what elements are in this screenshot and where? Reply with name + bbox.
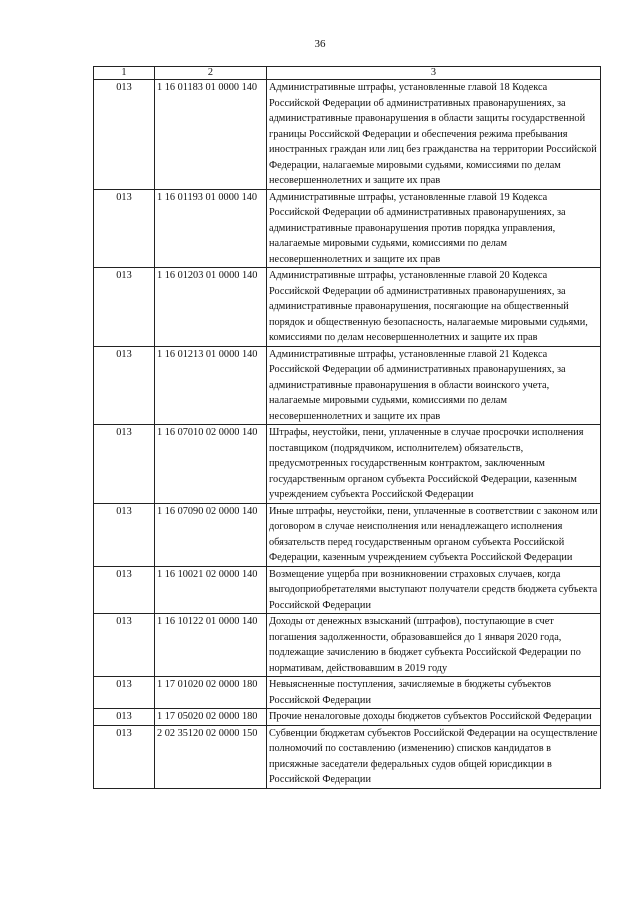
column-header-2: 2 [155,67,267,80]
budget-classification-code-cell: 1 16 01203 01 0000 140 [155,268,267,347]
budget-classification-code-cell: 1 16 01193 01 0000 140 [155,189,267,268]
table-row [94,80,601,190]
admin-code-cell: 013 [94,725,155,788]
revenue-name-cell: Административные штрафы, установленные главой 19 Кодекса Российской Федерации об административных правонарушениях, за административные правонарушения против порядка управления, налагаемые мировыми судьями, комиссиями по делам несовершеннолетних и защите их прав [267,189,601,268]
admin-code-cell: 013 [94,425,155,504]
budget-classification-code-cell: 1 17 05020 02 0000 180 [155,709,267,726]
table-row [94,709,601,726]
revenue-name-cell: Невыясненные поступления, зачисляемые в бюджеты субъектов Российской Федерации [267,677,601,709]
table-row [94,189,601,268]
budget-classification-code-cell: 1 16 07010 02 0000 140 [155,425,267,504]
revenue-name-cell: Доходы от денежных взысканий (штрафов), поступающие в счет погашения задолженности, образовавшейся до 1 января 2020 года, подлежащие зачислению в бюджет субъекта Российской Федерации по нормативам, действовавшим в 2019 году [267,614,601,677]
table-row [94,268,601,347]
admin-code-cell: 013 [94,346,155,425]
budget-classification-code-cell: 1 16 01213 01 0000 140 [155,346,267,425]
revenue-name-cell: Иные штрафы, неустойки, пени, уплаченные в соответствии с законом или договором в случае неисполнения или ненадлежащего исполнения обязательств перед государственным органом субъекта Российской Федерации, казенным учреждением субъекта Российской Федерации [267,503,601,566]
admin-code-cell: 013 [94,268,155,347]
table-body [94,80,601,789]
revenue-name-cell: Штрафы, неустойки, пени, уплаченные в случае просрочки исполнения поставщиком (подрядчиком, исполнителем) обязательств, предусмотренных государственным контрактом, заключенным государственным органом субъекта Российской Федерации, казенным учреждением субъекта Российской Федерации [267,425,601,504]
table-row [94,614,601,677]
column-header-3: 3 [267,67,601,80]
column-header-1: 1 [94,67,155,80]
table-row [94,425,601,504]
revenue-name-cell: Возмещение ущерба при возникновении страховых случаев, когда выгодоприобретателями выступают получатели средств бюджета субъекта Российской Федерации [267,566,601,614]
revenue-name-cell: Субвенции бюджетам субъектов Российской Федерации на осуществление полномочий по составлению (изменению) списков кандидатов в присяжные заседатели федеральных судов общей юрисдикции в Российской Федерации [267,725,601,788]
table-row [94,566,601,614]
revenue-name-cell: Административные штрафы, установленные главой 18 Кодекса Российской Федерации об административных правонарушениях, за административные правонарушения в области защиты государственной границы Российской Федерации и обеспечения режима пребывания иностранных граждан или лиц без гражданства на территории Российской Федерации, налагаемые мировыми судьями, комиссиями по делам несовершеннолетних и защите их прав [267,80,601,190]
budget-classification-code-cell: 1 16 10021 02 0000 140 [155,566,267,614]
table-row [94,677,601,709]
budget-classification-code-cell: 1 16 01183 01 0000 140 [155,80,267,190]
table-row [94,725,601,788]
budget-classification-code-cell: 1 17 01020 02 0000 180 [155,677,267,709]
table-row [94,503,601,566]
admin-code-cell: 013 [94,709,155,726]
revenue-codes-table [93,66,601,789]
admin-code-cell: 013 [94,189,155,268]
page-number: 36 [314,38,326,50]
revenue-name-cell: Прочие неналоговые доходы бюджетов субъектов Российской Федерации [267,709,601,726]
revenue-name-cell: Административные штрафы, установленные главой 21 Кодекса Российской Федерации об административных правонарушениях, за административные правонарушения в области воинского учета, налагаемые мировыми судьями, комиссиями по делам несовершеннолетних и защите их прав [267,346,601,425]
admin-code-cell: 013 [94,503,155,566]
budget-classification-code-cell: 1 16 07090 02 0000 140 [155,503,267,566]
revenue-name-cell: Административные штрафы, установленные главой 20 Кодекса Российской Федерации об административных правонарушениях, за административные правонарушения, посягающие на общественный порядок и общественную безопасность, налагаемые мировыми судьями, комиссиями по делам несовершеннолетних и защите их прав [267,268,601,347]
admin-code-cell: 013 [94,614,155,677]
budget-classification-code-cell: 1 16 10122 01 0000 140 [155,614,267,677]
admin-code-cell: 013 [94,566,155,614]
admin-code-cell: 013 [94,677,155,709]
budget-classification-code-cell: 2 02 35120 02 0000 150 [155,725,267,788]
table-header-row [94,67,601,80]
table-row [94,346,601,425]
admin-code-cell: 013 [94,80,155,190]
